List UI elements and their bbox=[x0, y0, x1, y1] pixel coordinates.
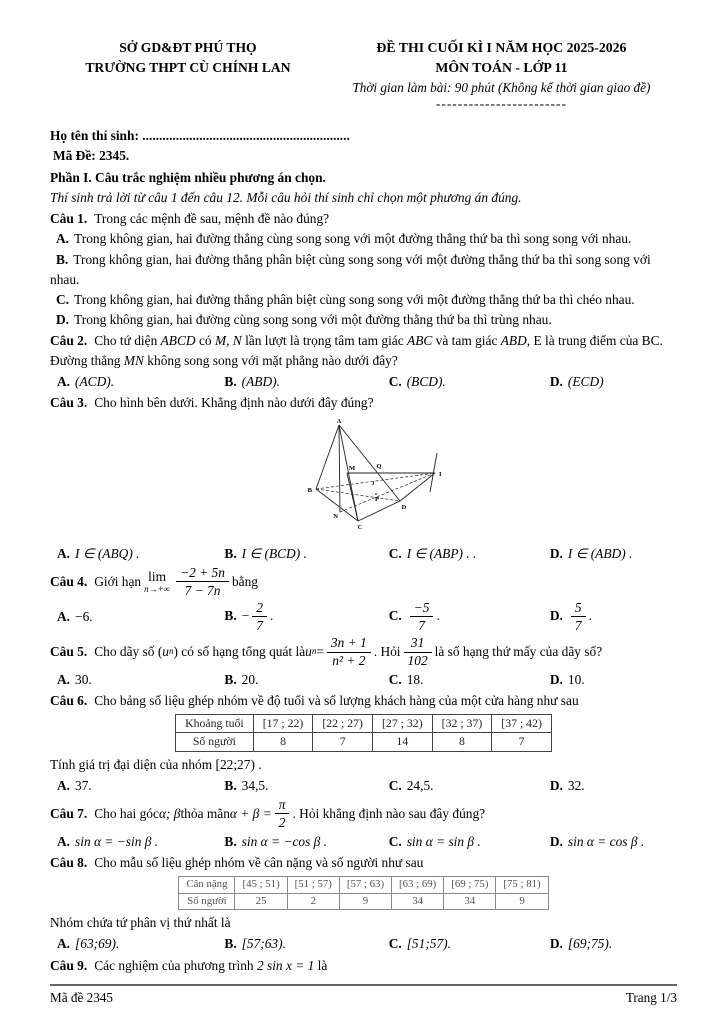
table-cell: 8 bbox=[253, 733, 313, 751]
question-3-label: Câu 3. bbox=[50, 395, 88, 411]
option-key: A. bbox=[57, 545, 71, 561]
part1-instruction: Thí sinh trả lời từ câu 1 đến câu 12. Mỗi câu hỏi thí sinh chỉ chọn một phương án đúng. bbox=[50, 190, 522, 206]
option-key: C. bbox=[388, 374, 402, 390]
option-text: 37. bbox=[75, 777, 92, 793]
question-8-stem2: Nhóm chứa tứ phân vị thứ nhất là bbox=[50, 915, 231, 931]
equals-sign: = bbox=[316, 643, 324, 659]
question-6-options bbox=[50, 776, 677, 796]
question-2 bbox=[50, 331, 677, 392]
question-3 bbox=[50, 393, 677, 563]
option-key: A. bbox=[57, 608, 71, 624]
option-text: [63;69). bbox=[75, 936, 120, 952]
option-key: C. bbox=[388, 607, 402, 623]
issuing-authority bbox=[50, 38, 326, 112]
option-c bbox=[389, 832, 550, 852]
footer-exam-code: Mã đề 2345 bbox=[50, 990, 113, 1006]
stem-text: . Hỏi khẳng định nào sau đây đúng? bbox=[292, 805, 486, 821]
question-9 bbox=[50, 956, 677, 976]
option-text: 20. bbox=[241, 672, 259, 688]
option-c bbox=[389, 600, 550, 634]
table-cell: 2 bbox=[287, 893, 339, 910]
table-cell: [69 ; 75) bbox=[444, 877, 496, 894]
stem-text: bằng bbox=[231, 573, 258, 589]
option-text: sin α = sin β . bbox=[406, 833, 481, 849]
question-6-stem: Cho bảng số liệu ghép nhóm về độ tuổi và số lượng khách hàng của một cửa hàng như sau bbox=[94, 693, 579, 709]
table-cell: [75 ; 81) bbox=[496, 877, 548, 894]
stem-text: Cho hai góc bbox=[94, 805, 159, 821]
option-key: D. bbox=[549, 545, 563, 561]
table-cell: Khoảng tuổi bbox=[176, 715, 254, 733]
table-value-row bbox=[176, 733, 552, 751]
option-b bbox=[224, 934, 388, 954]
option-text: Trong không gian, hai đường thẳng phân biệt cùng song song với một đường thẳng thứ ba thì chéo nhau. bbox=[74, 291, 635, 307]
exam-code: Mã Đề: 2345. bbox=[53, 147, 130, 163]
option-d bbox=[550, 832, 677, 852]
option-text: (ABD). bbox=[241, 374, 280, 390]
numerator: π bbox=[275, 797, 290, 815]
denominator: 102 bbox=[407, 653, 428, 669]
option-key: B. bbox=[224, 672, 237, 688]
figure-label-m: M bbox=[349, 465, 356, 473]
option-text: I ∈ (ABP) . . bbox=[406, 545, 477, 561]
math-text: u bbox=[305, 643, 312, 659]
age-frequency-table bbox=[175, 714, 552, 751]
table-cell: 14 bbox=[373, 733, 433, 751]
figure-label-j: J bbox=[371, 481, 375, 488]
stem-text: thỏa mãn bbox=[180, 805, 230, 821]
option-a bbox=[57, 372, 224, 392]
denominator: 2 bbox=[278, 814, 286, 830]
option-text: [69;75). bbox=[567, 936, 613, 952]
question-8-label: Câu 8. bbox=[50, 854, 88, 870]
table-cell: 34 bbox=[392, 893, 444, 910]
table-cell: [22 ; 27) bbox=[313, 715, 373, 733]
option-text: 10. bbox=[567, 672, 585, 688]
option-text: (ACD). bbox=[75, 374, 115, 390]
table-cell: 9 bbox=[339, 893, 391, 910]
stem-text: Cho dãy số ( bbox=[94, 643, 163, 659]
stem-text: Cho tứ diện bbox=[94, 332, 161, 348]
part1-title: Phần I. Câu trắc nghiệm nhiều phương án chọn. bbox=[50, 170, 326, 186]
option-fraction bbox=[252, 600, 267, 634]
option-sign: − bbox=[241, 607, 250, 623]
figure-label-n: N bbox=[333, 513, 338, 521]
question-8-stem: Cho mẫu số liệu ghép nhóm về cân nặng và số người như sau bbox=[94, 854, 424, 870]
question-1-option-c bbox=[50, 290, 677, 310]
option-key: B. bbox=[56, 251, 69, 267]
question-3-stem: Cho hình bên dưới. Khẳng định nào dưới đây đúng? bbox=[94, 395, 374, 411]
department-name: SỞ GD&ĐT PHÚ THỌ bbox=[119, 40, 257, 55]
option-key: C. bbox=[388, 672, 402, 688]
stem-text: là số hạng thứ mấy của dãy số? bbox=[434, 643, 603, 659]
numerator: 31 bbox=[404, 635, 432, 653]
option-b bbox=[224, 832, 388, 852]
option-key: A. bbox=[56, 231, 70, 247]
stem-text: Các nghiệm của phương trình bbox=[94, 957, 257, 973]
footer-page-number: Trang 1/3 bbox=[625, 990, 677, 1006]
option-key: C. bbox=[388, 777, 402, 793]
question-2-options bbox=[50, 372, 677, 392]
option-key: C. bbox=[388, 545, 402, 561]
option-text: Trong không gian, hai đường cùng song song với một đường thẳng thứ ba thì trùng nhau. bbox=[74, 311, 552, 327]
option-a bbox=[57, 544, 224, 564]
table-value-row bbox=[179, 893, 548, 910]
option-text: sin α = −sin β . bbox=[75, 833, 159, 849]
stem-text: ) có số hạng tổng quát là bbox=[173, 643, 306, 659]
denominator: 7 bbox=[418, 617, 425, 633]
figure-label-i: I bbox=[439, 471, 442, 479]
table-cell: [37 ; 42) bbox=[492, 715, 552, 733]
page-footer bbox=[50, 984, 677, 1008]
option-key: D. bbox=[549, 374, 563, 390]
option-d bbox=[550, 776, 677, 796]
header-divider: ------------------------ bbox=[435, 96, 567, 112]
figure-label-q: Q bbox=[376, 463, 382, 471]
option-key: D. bbox=[549, 936, 563, 952]
option-key: D. bbox=[549, 833, 563, 849]
exam-title: ĐỀ THI CUỐI KÌ I NĂM HỌC 2025-2026 bbox=[376, 40, 627, 55]
question-1-stem: Trong các mệnh đề sau, mệnh đề nào đúng? bbox=[94, 211, 330, 227]
option-c bbox=[389, 544, 550, 564]
denominator: 7 − 7n bbox=[184, 582, 221, 598]
question-8 bbox=[50, 853, 677, 955]
question-2-label: Câu 2. bbox=[50, 332, 88, 348]
option-a bbox=[57, 934, 224, 954]
option-text: (BCD). bbox=[406, 374, 446, 390]
exam-header bbox=[50, 38, 677, 112]
question-7-options bbox=[50, 832, 677, 852]
option-period: . bbox=[588, 607, 592, 623]
question-1-option-b bbox=[50, 250, 677, 290]
question-7-stem bbox=[50, 797, 677, 831]
weight-frequency-table bbox=[178, 876, 548, 910]
pi-over-2-fraction bbox=[275, 797, 290, 831]
math-text: u bbox=[162, 643, 169, 659]
subscript: n bbox=[311, 646, 317, 657]
stem-text: Giới hạn bbox=[94, 573, 142, 589]
table-cell: [17 ; 22) bbox=[253, 715, 313, 733]
figure-label-b: B bbox=[307, 487, 312, 495]
table-cell: 7 bbox=[492, 733, 552, 751]
question-7 bbox=[50, 797, 677, 852]
option-c bbox=[389, 372, 550, 392]
math-text: M, N bbox=[214, 332, 242, 348]
option-d bbox=[550, 372, 677, 392]
option-text: I ∈ (BCD) . bbox=[241, 545, 307, 561]
option-key: C. bbox=[388, 833, 402, 849]
option-key: C. bbox=[56, 291, 70, 307]
stem-text: có bbox=[195, 332, 215, 348]
table-header-row bbox=[179, 877, 548, 894]
option-text: −6. bbox=[75, 608, 93, 624]
question-6-stem2: Tính giá trị đại diện của nhóm [22;27) . bbox=[50, 756, 262, 772]
option-key: C. bbox=[388, 936, 402, 952]
option-text: 30. bbox=[75, 672, 92, 688]
numerator: 3n + 1 bbox=[327, 635, 371, 653]
option-d bbox=[550, 544, 677, 564]
option-fraction bbox=[571, 600, 586, 634]
option-period: . bbox=[436, 607, 440, 623]
question-4-label: Câu 4. bbox=[50, 573, 88, 589]
question-5 bbox=[50, 635, 677, 690]
option-text: 32. bbox=[567, 777, 585, 793]
option-b bbox=[224, 600, 388, 634]
student-name-blank: .............................................................. bbox=[142, 127, 350, 143]
option-text: (ECD) bbox=[567, 374, 604, 390]
option-text: 18. bbox=[406, 672, 424, 688]
question-1 bbox=[50, 209, 677, 330]
stem-text: và tam giác bbox=[432, 332, 501, 348]
option-text: I ∈ (ABD) . bbox=[567, 545, 633, 561]
option-key: A. bbox=[57, 833, 71, 849]
numerator: −2 + 5n bbox=[176, 565, 229, 583]
figure-label-d: D bbox=[401, 504, 407, 512]
table-cell: Số người bbox=[179, 893, 235, 910]
option-text: sin α = −cos β . bbox=[241, 833, 328, 849]
option-key: D. bbox=[549, 672, 563, 688]
option-key: A. bbox=[57, 374, 71, 390]
math-text: ABC bbox=[407, 332, 433, 348]
option-b bbox=[224, 372, 388, 392]
question-4-stem bbox=[50, 565, 677, 599]
option-key: D. bbox=[56, 311, 70, 327]
table-cell: [63 ; 69) bbox=[392, 877, 444, 894]
option-c bbox=[389, 934, 550, 954]
option-key: B. bbox=[224, 545, 237, 561]
numerator: −5 bbox=[410, 600, 434, 618]
option-key: D. bbox=[549, 607, 563, 623]
limit-operator bbox=[144, 570, 170, 594]
tetrahedron-diagram bbox=[283, 415, 493, 535]
exam-duration: Thời gian làm bài: 90 phút (Không kể thời gian giao đề) bbox=[352, 80, 651, 95]
table-cell: [57 ; 63) bbox=[339, 877, 391, 894]
question-4-options bbox=[50, 600, 677, 634]
question-6 bbox=[50, 691, 677, 796]
stem-text: , E là trung điểm của BC. Đường thẳng bbox=[50, 332, 663, 369]
exam-subject: MÔN TOÁN - LỚP 11 bbox=[435, 60, 568, 75]
question-9-label: Câu 9. bbox=[50, 957, 88, 973]
question-5-options bbox=[50, 670, 677, 690]
question-4 bbox=[50, 565, 677, 634]
option-key: A. bbox=[57, 777, 71, 793]
math-text: α; β bbox=[158, 805, 181, 821]
option-text: 34,5. bbox=[241, 777, 269, 793]
question-7-label: Câu 7. bbox=[50, 805, 88, 821]
table-cell: 7 bbox=[313, 733, 373, 751]
table-cell: 8 bbox=[432, 733, 492, 751]
option-b bbox=[224, 544, 388, 564]
option-text: [51;57). bbox=[406, 936, 451, 952]
lim-subscript: n→+∞ bbox=[144, 583, 171, 594]
student-name-label: Họ tên thí sinh: bbox=[50, 127, 139, 143]
question-8-options bbox=[50, 934, 677, 954]
math-text: ABD bbox=[500, 332, 527, 348]
table-header-row bbox=[176, 715, 552, 733]
limit-fraction bbox=[176, 565, 229, 599]
exam-title-block bbox=[326, 38, 677, 112]
math-text: 2 sin x = 1 bbox=[256, 957, 315, 973]
denominator: n² + 2 bbox=[332, 653, 366, 669]
table-cell: Số người bbox=[176, 733, 254, 751]
option-key: D. bbox=[549, 777, 563, 793]
table-cell: 34 bbox=[444, 893, 496, 910]
question-1-label: Câu 1. bbox=[50, 211, 88, 227]
table-cell: [32 ; 37) bbox=[432, 715, 492, 733]
lim-word: lim bbox=[148, 568, 167, 584]
option-d bbox=[550, 670, 677, 690]
figure-label-a: A bbox=[336, 418, 342, 426]
option-d bbox=[550, 934, 677, 954]
option-text: [57;63). bbox=[241, 936, 286, 952]
option-key: B. bbox=[224, 833, 237, 849]
table-cell: 25 bbox=[235, 893, 287, 910]
stem-text: không song song với mặt phẳng nào dưới đây? bbox=[143, 353, 398, 369]
school-name: TRƯỜNG THPT CÙ CHÍNH LAN bbox=[85, 59, 291, 75]
option-text: sin α = cos β . bbox=[567, 833, 645, 849]
table-cell: 9 bbox=[496, 893, 548, 910]
table-cell: Cân nặng bbox=[179, 877, 235, 894]
math-text: ABCD bbox=[160, 332, 196, 348]
option-period: . bbox=[269, 607, 274, 623]
student-info bbox=[50, 126, 677, 166]
question-6-label: Câu 6. bbox=[50, 693, 88, 709]
option-a bbox=[57, 832, 224, 852]
value-fraction bbox=[404, 635, 432, 669]
math-text: MN bbox=[123, 353, 144, 369]
question-5-label: Câu 5. bbox=[50, 643, 88, 659]
option-key: B. bbox=[224, 777, 237, 793]
subscript: n bbox=[169, 646, 174, 657]
option-a bbox=[57, 670, 224, 690]
question-3-figure bbox=[283, 415, 493, 541]
option-key: B. bbox=[224, 936, 237, 952]
math-text: α + β = bbox=[229, 805, 272, 821]
option-d bbox=[550, 600, 677, 634]
stem-text: . Hỏi bbox=[373, 643, 401, 659]
numerator: 2 bbox=[252, 600, 267, 618]
figure-label-c: C bbox=[357, 524, 363, 532]
denominator: 7 bbox=[256, 617, 263, 633]
figure-label-p: P bbox=[375, 496, 379, 504]
option-text: 24,5. bbox=[406, 777, 434, 793]
option-c bbox=[389, 670, 550, 690]
option-fraction bbox=[410, 600, 434, 634]
denominator: 7 bbox=[574, 617, 582, 633]
option-c bbox=[389, 776, 550, 796]
option-a bbox=[57, 607, 224, 627]
option-b bbox=[224, 776, 388, 796]
stem-text: lần lượt là trọng tâm tam giác bbox=[241, 332, 408, 348]
question-1-option-a bbox=[50, 229, 677, 249]
option-key: A. bbox=[57, 936, 71, 952]
point-p-dot bbox=[375, 494, 377, 496]
option-key: B. bbox=[224, 374, 237, 390]
option-text: Trong không gian, hai đường thẳng cùng song song với một đường thẳng thứ ba thì song song với nhau. bbox=[74, 231, 632, 247]
option-key: B. bbox=[224, 607, 237, 623]
numerator: 5 bbox=[571, 600, 586, 618]
option-a bbox=[57, 776, 224, 796]
table-cell: [27 ; 32) bbox=[373, 715, 433, 733]
question-1-option-d bbox=[50, 310, 677, 330]
question-5-stem bbox=[50, 635, 677, 669]
question-2-stem bbox=[50, 331, 677, 371]
stem-text: là bbox=[314, 957, 328, 973]
option-text: I ∈ (ABQ) . bbox=[75, 545, 140, 561]
general-term-fraction bbox=[327, 635, 371, 669]
option-text: Trong không gian, hai đường thẳng phân biệt cùng song song với một đường thẳng thứ ba thì song song với nhau. bbox=[50, 251, 651, 287]
option-b bbox=[224, 670, 388, 690]
table-cell: [45 ; 51) bbox=[235, 877, 287, 894]
option-key: A. bbox=[57, 672, 71, 688]
table-cell: [51 ; 57) bbox=[287, 877, 339, 894]
question-3-options bbox=[50, 544, 677, 564]
